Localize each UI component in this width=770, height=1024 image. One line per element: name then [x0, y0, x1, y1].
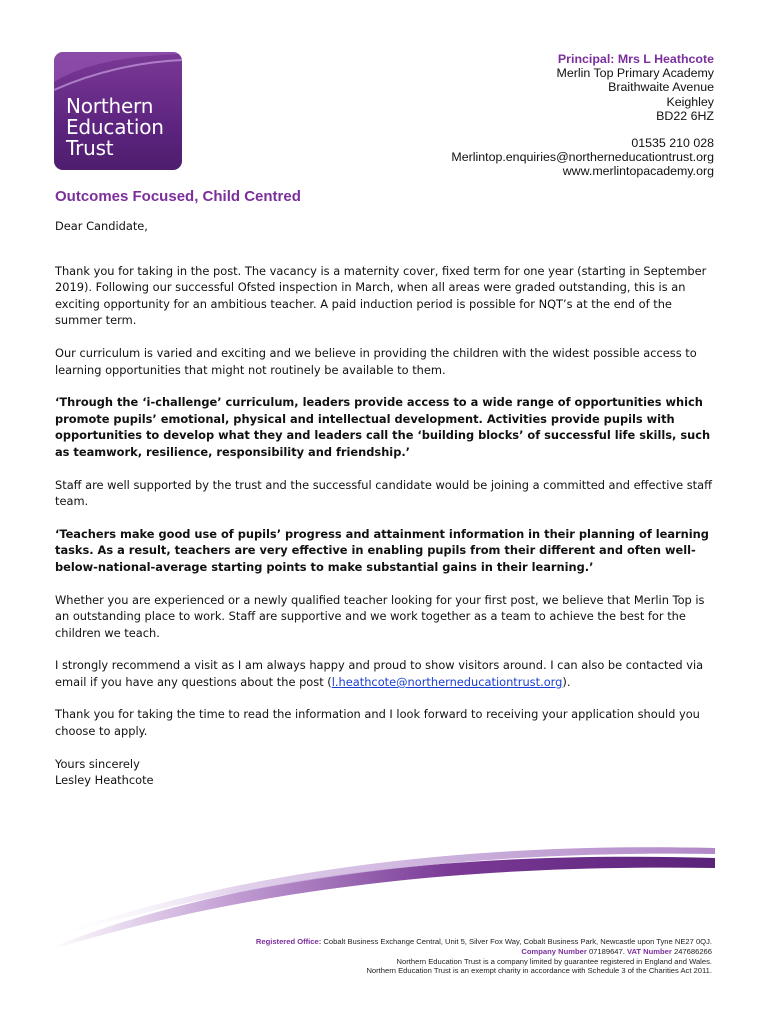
- sign-off: [55, 756, 715, 789]
- registered-office-address: Cobalt Business Exchange Central, Unit 5, Silver Fox Way, Cobalt Business Park, Newcastle upon Tyne NE27 0QJ.: [323, 937, 712, 946]
- letter-body: [55, 218, 715, 789]
- enquiries-email[interactable]: Merlintop.enquiries@northerneducationtrust.org: [451, 150, 714, 165]
- visit-text-end: ).: [562, 674, 571, 689]
- phone-number: 01535 210 028: [631, 136, 714, 151]
- tagline: Outcomes Focused, Child Centred: [55, 188, 301, 205]
- logo-line-1: Northern: [66, 94, 154, 118]
- registered-office-label: Registered Office:: [255, 937, 322, 946]
- company-limited-line: Northern Education Trust is a company limited by guarantee registered in England and Wales.: [396, 956, 712, 966]
- registered-office: [256, 937, 712, 947]
- paragraph-workplace: Whether you are experienced or a newly qualified teacher looking for your first post, we believe that Merlin Top is an outstanding place to work. Staff are supportive and we work together as a team to achieve the best for the children we teach.: [55, 592, 705, 640]
- logo-line-2: Education: [66, 115, 164, 139]
- paragraph-visit: [55, 657, 715, 690]
- signatory-name: Lesley Heathcote: [55, 773, 154, 788]
- address-line: Merlin Top Primary Academy: [556, 66, 714, 81]
- company-number: 07189647.: [588, 946, 625, 956]
- principal-name: Principal: Mrs L Heathcote: [557, 52, 714, 66]
- ofsted-quote-1: ‘Through the ‘i-challenge’ curriculum, leaders provide access to a wide range of opportunities which promote pupils’ emotional, physical and intellectual development. Activities provide pupils with opportunities to develop what they and leaders call the ‘building blocks’ of successful life skills, such as teamwork, resilience, responsibility and friendship.’: [55, 395, 711, 459]
- footer-legal: [256, 937, 712, 976]
- website-link[interactable]: www.merlintopacademy.org: [562, 164, 714, 179]
- ofsted-quote-2: ‘Teachers make good use of pupils’ progress and attainment information in their planning of learning tasks. As a result, teachers are very effective in enabling pupils from their different and often well-below-national-average starting points to make substantial gains in their learning.’: [55, 526, 709, 574]
- logo-line-3: Trust: [66, 136, 114, 160]
- closing-phrase: Yours sincerely: [55, 756, 140, 771]
- visit-text: I strongly recommend a visit as I am always happy and proud to show visitors around. I can also be contacted via email if you have any questions about the post (: [55, 658, 704, 689]
- school-address-block: [451, 52, 714, 179]
- address-line: Keighley: [666, 94, 714, 109]
- logo-wordmark: [66, 96, 164, 159]
- address-line: Braithwaite Avenue: [608, 80, 714, 95]
- paragraph-vacancy: Thank you for taking in the post. The vacancy is a maternity cover, fixed term for one year (starting in September 2019). Following our successful Ofsted inspection in March, when all areas were graded outstanding, this is an exciting opportunity for an ambitious teacher. A paid induction period is possible for NQT’s at the end of the summer term.: [55, 263, 707, 328]
- paragraph-closing: Thank you for taking the time to read the information and I look forward to receiving your application should you choose to apply.: [55, 707, 700, 739]
- company-number-label: Company Number: [521, 946, 587, 956]
- address-line: BD22 6HZ: [656, 108, 714, 123]
- charity-line: Northern Education Trust is an exempt charity in accordance with Schedule 3 of the Charities Act 2011.: [366, 966, 712, 976]
- paragraph-staff: Staff are well supported by the trust and the successful candidate would be joining a committed and effective staff team.: [55, 477, 712, 509]
- paragraph-curriculum: Our curriculum is varied and exciting and we believe in providing the children with the widest possible access to learning opportunities that might not routinely be available to them.: [55, 345, 697, 377]
- vat-number-label: VAT Number: [626, 946, 672, 956]
- contact-email-link[interactable]: l.heathcote@northerneducationtrust.org: [331, 674, 563, 689]
- northern-education-trust-logo: [54, 52, 182, 170]
- company-vat-line: [256, 947, 712, 957]
- vat-number: 247686266: [673, 946, 712, 956]
- salutation: Dear Candidate,: [55, 219, 148, 233]
- address-spacer: [451, 123, 714, 136]
